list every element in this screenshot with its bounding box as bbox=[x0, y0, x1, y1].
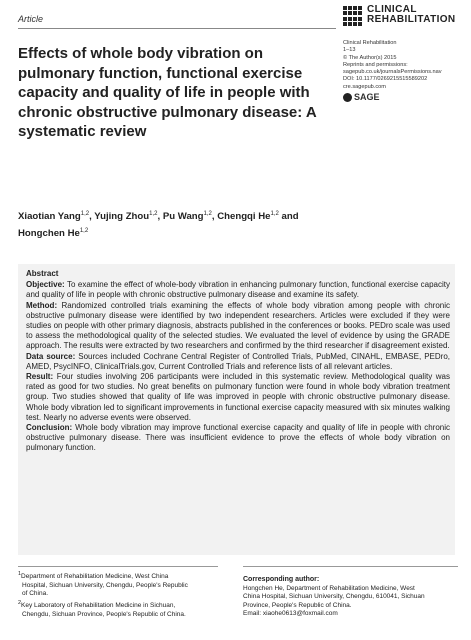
correspondence-line: China Hospital, Sichuan University, Chengdu, 610041, Sichuan bbox=[243, 593, 425, 601]
correspondence-line: Province, People's Republic of China. bbox=[243, 601, 352, 609]
author-separator: , bbox=[157, 211, 163, 223]
author-name: Chengqi He bbox=[217, 211, 271, 223]
meta-reprints-url[interactable]: sagepub.co.uk/journalsPermissions.nav bbox=[343, 69, 442, 76]
article-type-label: Article bbox=[18, 14, 44, 24]
footnote-mark: 2 bbox=[18, 599, 22, 606]
author-affiliation: 1,2 bbox=[80, 211, 90, 217]
correspondence-line: Hongchen He, Department of Rehabilitation Medicine, West bbox=[243, 584, 415, 592]
abstract bbox=[26, 269, 450, 454]
journal-logo-mark-icon bbox=[343, 6, 363, 26]
author-separator: , bbox=[89, 211, 95, 223]
abstract-section bbox=[26, 352, 450, 372]
footnote-item bbox=[18, 570, 218, 599]
journal-logo bbox=[343, 5, 468, 27]
abstract-section-text: Sources included Cochrane Central Register of Controlled Trials, PubMed, CINAHL, EMBASE, PEDro, AMED, PsycINFO, ClinicalTrials.gov, Current Controlled Trials and reference lists of all relevant articles. bbox=[26, 351, 450, 371]
affiliation-footnotes bbox=[18, 570, 218, 619]
abstract-section-label: Method: bbox=[26, 300, 58, 310]
abstract-section bbox=[26, 301, 450, 352]
author-separator: , bbox=[211, 211, 218, 223]
article-meta bbox=[343, 40, 468, 103]
author-list bbox=[18, 207, 348, 241]
abstract-section-label: Objective: bbox=[26, 280, 65, 290]
correspondence-email[interactable]: Email: xiaohe0613@foxmail.com bbox=[243, 610, 338, 618]
author-name: Yujing Zhou bbox=[94, 211, 150, 223]
journal-logo-text: CLINICAL REHABILITATION bbox=[367, 4, 456, 25]
meta-copyright: © The Author(s) 2015 bbox=[343, 54, 397, 61]
abstract-section-label: Conclusion: bbox=[26, 423, 73, 433]
abstract-section-text: Four studies involving 206 participants were included in this systematic review. Methodological quality was rated as good for two studies. No great benefits on pulmonary function were found in whole body vibration treatment group. Two studies showed that quality of life was improved in people with chronic obstructive pulmonary disease. Whole body vibration led to significant improvements in functional exercise capacity measured with six minutes walking test. Nearly no adverse events were observed. bbox=[26, 372, 450, 422]
footnote-line: Chengdu, Sichuan Province, People's Republic of China. bbox=[22, 610, 186, 618]
author-name: Pu Wang bbox=[162, 211, 204, 223]
author-separator: and bbox=[278, 211, 299, 223]
corresponding-author bbox=[243, 576, 468, 619]
publisher-name: SAGE bbox=[354, 92, 380, 103]
meta-doi[interactable]: DOI: 10.1177/0269215515589202 bbox=[343, 76, 428, 83]
abstract-section-label: Result: bbox=[26, 372, 54, 382]
abstract-heading: Abstract bbox=[26, 269, 59, 278]
abstract-section-text: To examine the effect of whole-body vibration in enhancing pulmonary function, functional exercise capacity and quality of life in people with chronic obstructive pulmonary disease and examine its safety. bbox=[26, 280, 450, 300]
author-affiliation: 1,2 bbox=[79, 228, 89, 235]
publisher-logo bbox=[343, 92, 468, 103]
meta-pages: 1–13 bbox=[343, 47, 356, 54]
header-rule bbox=[18, 28, 336, 29]
author-affiliation: 1,2 bbox=[149, 211, 158, 217]
abstract-section bbox=[26, 372, 450, 423]
correspondence-rule bbox=[243, 566, 458, 567]
author-affiliation: 1,2 bbox=[270, 211, 279, 217]
footnote-rule bbox=[18, 566, 218, 567]
meta-journal: Clinical Rehabilitation bbox=[343, 40, 397, 46]
sage-logo-icon bbox=[343, 93, 352, 102]
meta-reprints: Reprints and permissions: bbox=[343, 61, 408, 68]
author-affiliation: 1,2 bbox=[203, 211, 212, 217]
author-name: Hongchen He bbox=[18, 228, 80, 240]
article-title: Effects of whole body vibration on pulmonary function, functional exercise capacity and quality of life in people with chronic obstructive pulmonary disease: A systematic review bbox=[18, 45, 317, 140]
footnote-item bbox=[18, 599, 218, 619]
footnote-mark: 1 bbox=[18, 571, 22, 577]
abstract-section-text: Randomized controlled trials examining the effects of whole body vibration among people with chronic obstructive pulmonary disease were identified by two independent researchers. Articles were excluded if they were studies on people with other primary diagnosis, abstracts published in the conferences or books. PEDro scale was used to assess the methodological quality of the selected studies. We evaluated the level of evidence by using the GRADE approach. The results were extracted by two researchers and confirmed by the third researcher if disagreement existed. bbox=[26, 300, 450, 351]
footnote-line: Hospital, Sichuan University, Chengdu, People's Republic bbox=[22, 581, 188, 589]
abstract-section-label: Data source: bbox=[26, 351, 76, 361]
footnote-line: Department of Rehabilitation Medicine, West China bbox=[21, 573, 169, 581]
meta-site[interactable]: cre.sagepub.com bbox=[343, 83, 386, 90]
footnote-line: of China. bbox=[22, 590, 49, 598]
abstract-section bbox=[26, 280, 450, 300]
corresponding-author-label: Corresponding author: bbox=[243, 576, 320, 583]
abstract-section-text: Whole body vibration may improve functional exercise capacity and quality of life in people with chronic obstructive pulmonary disease. There was insufficient evidence to prove the effects of whole body vibration on pulmonary function. bbox=[26, 423, 450, 453]
author-name: Xiaotian Yang bbox=[18, 211, 81, 223]
abstract-section bbox=[26, 423, 450, 454]
footnote-line: Key Laboratory of Rehabilitation Medicine in Sichuan, bbox=[21, 602, 176, 610]
